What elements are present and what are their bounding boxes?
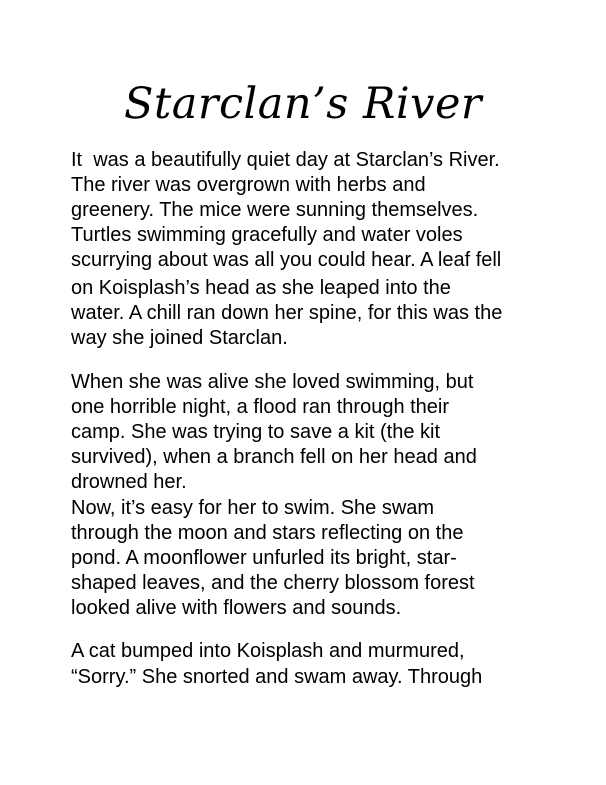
paragraph-line: shaped leaves, and the cherry blossom forest <box>71 572 475 594</box>
paragraph-line: Turtles swimming gracefully and water voles <box>71 224 463 246</box>
paragraph-line: survived), when a branch fell on her head and <box>71 446 477 468</box>
paragraph-line: greenery. The mice were sunning themselves. <box>71 199 479 221</box>
paragraph-2 <box>71 370 551 495</box>
paragraph-line: on Koisplash’s head as she leaped into the <box>71 277 451 299</box>
paragraph-line: When she was alive she loved swimming, but <box>71 371 474 393</box>
paragraph-line: way she joined Starclan. <box>71 327 288 349</box>
page-title: Starclan’s River <box>124 79 482 129</box>
paragraph-1 <box>71 148 551 351</box>
paragraph-line: water. A chill ran down her spine, for this was the <box>71 302 503 324</box>
paragraph-line: scurrying about was all you could hear. A leaf fell <box>71 249 502 271</box>
paragraph-line: camp. She was trying to save a kit (the kit <box>71 421 441 443</box>
paragraph-line: looked alive with flowers and sounds. <box>71 597 402 619</box>
paragraph-line: “Sorry.” She snorted and swam away. Through <box>71 666 483 688</box>
paragraph-line: one horrible night, a flood ran through their <box>71 396 450 418</box>
paragraph-line: Now, it’s easy for her to swim. She swam <box>71 497 435 519</box>
paragraph-line: drowned her. <box>71 471 187 493</box>
paragraph-line: The river was overgrown with herbs and <box>71 174 426 196</box>
paragraph-line: through the moon and stars reflecting on the <box>71 522 464 544</box>
paragraph-4 <box>71 639 551 690</box>
paragraph-line: pond. A moonflower unfurled its bright, star- <box>71 547 457 569</box>
paragraph-line: It was a beautifully quiet day at Starclan’s River. <box>71 149 500 171</box>
paragraph-line: A cat bumped into Koisplash and murmured, <box>71 640 465 662</box>
paragraph-3 <box>71 496 551 621</box>
